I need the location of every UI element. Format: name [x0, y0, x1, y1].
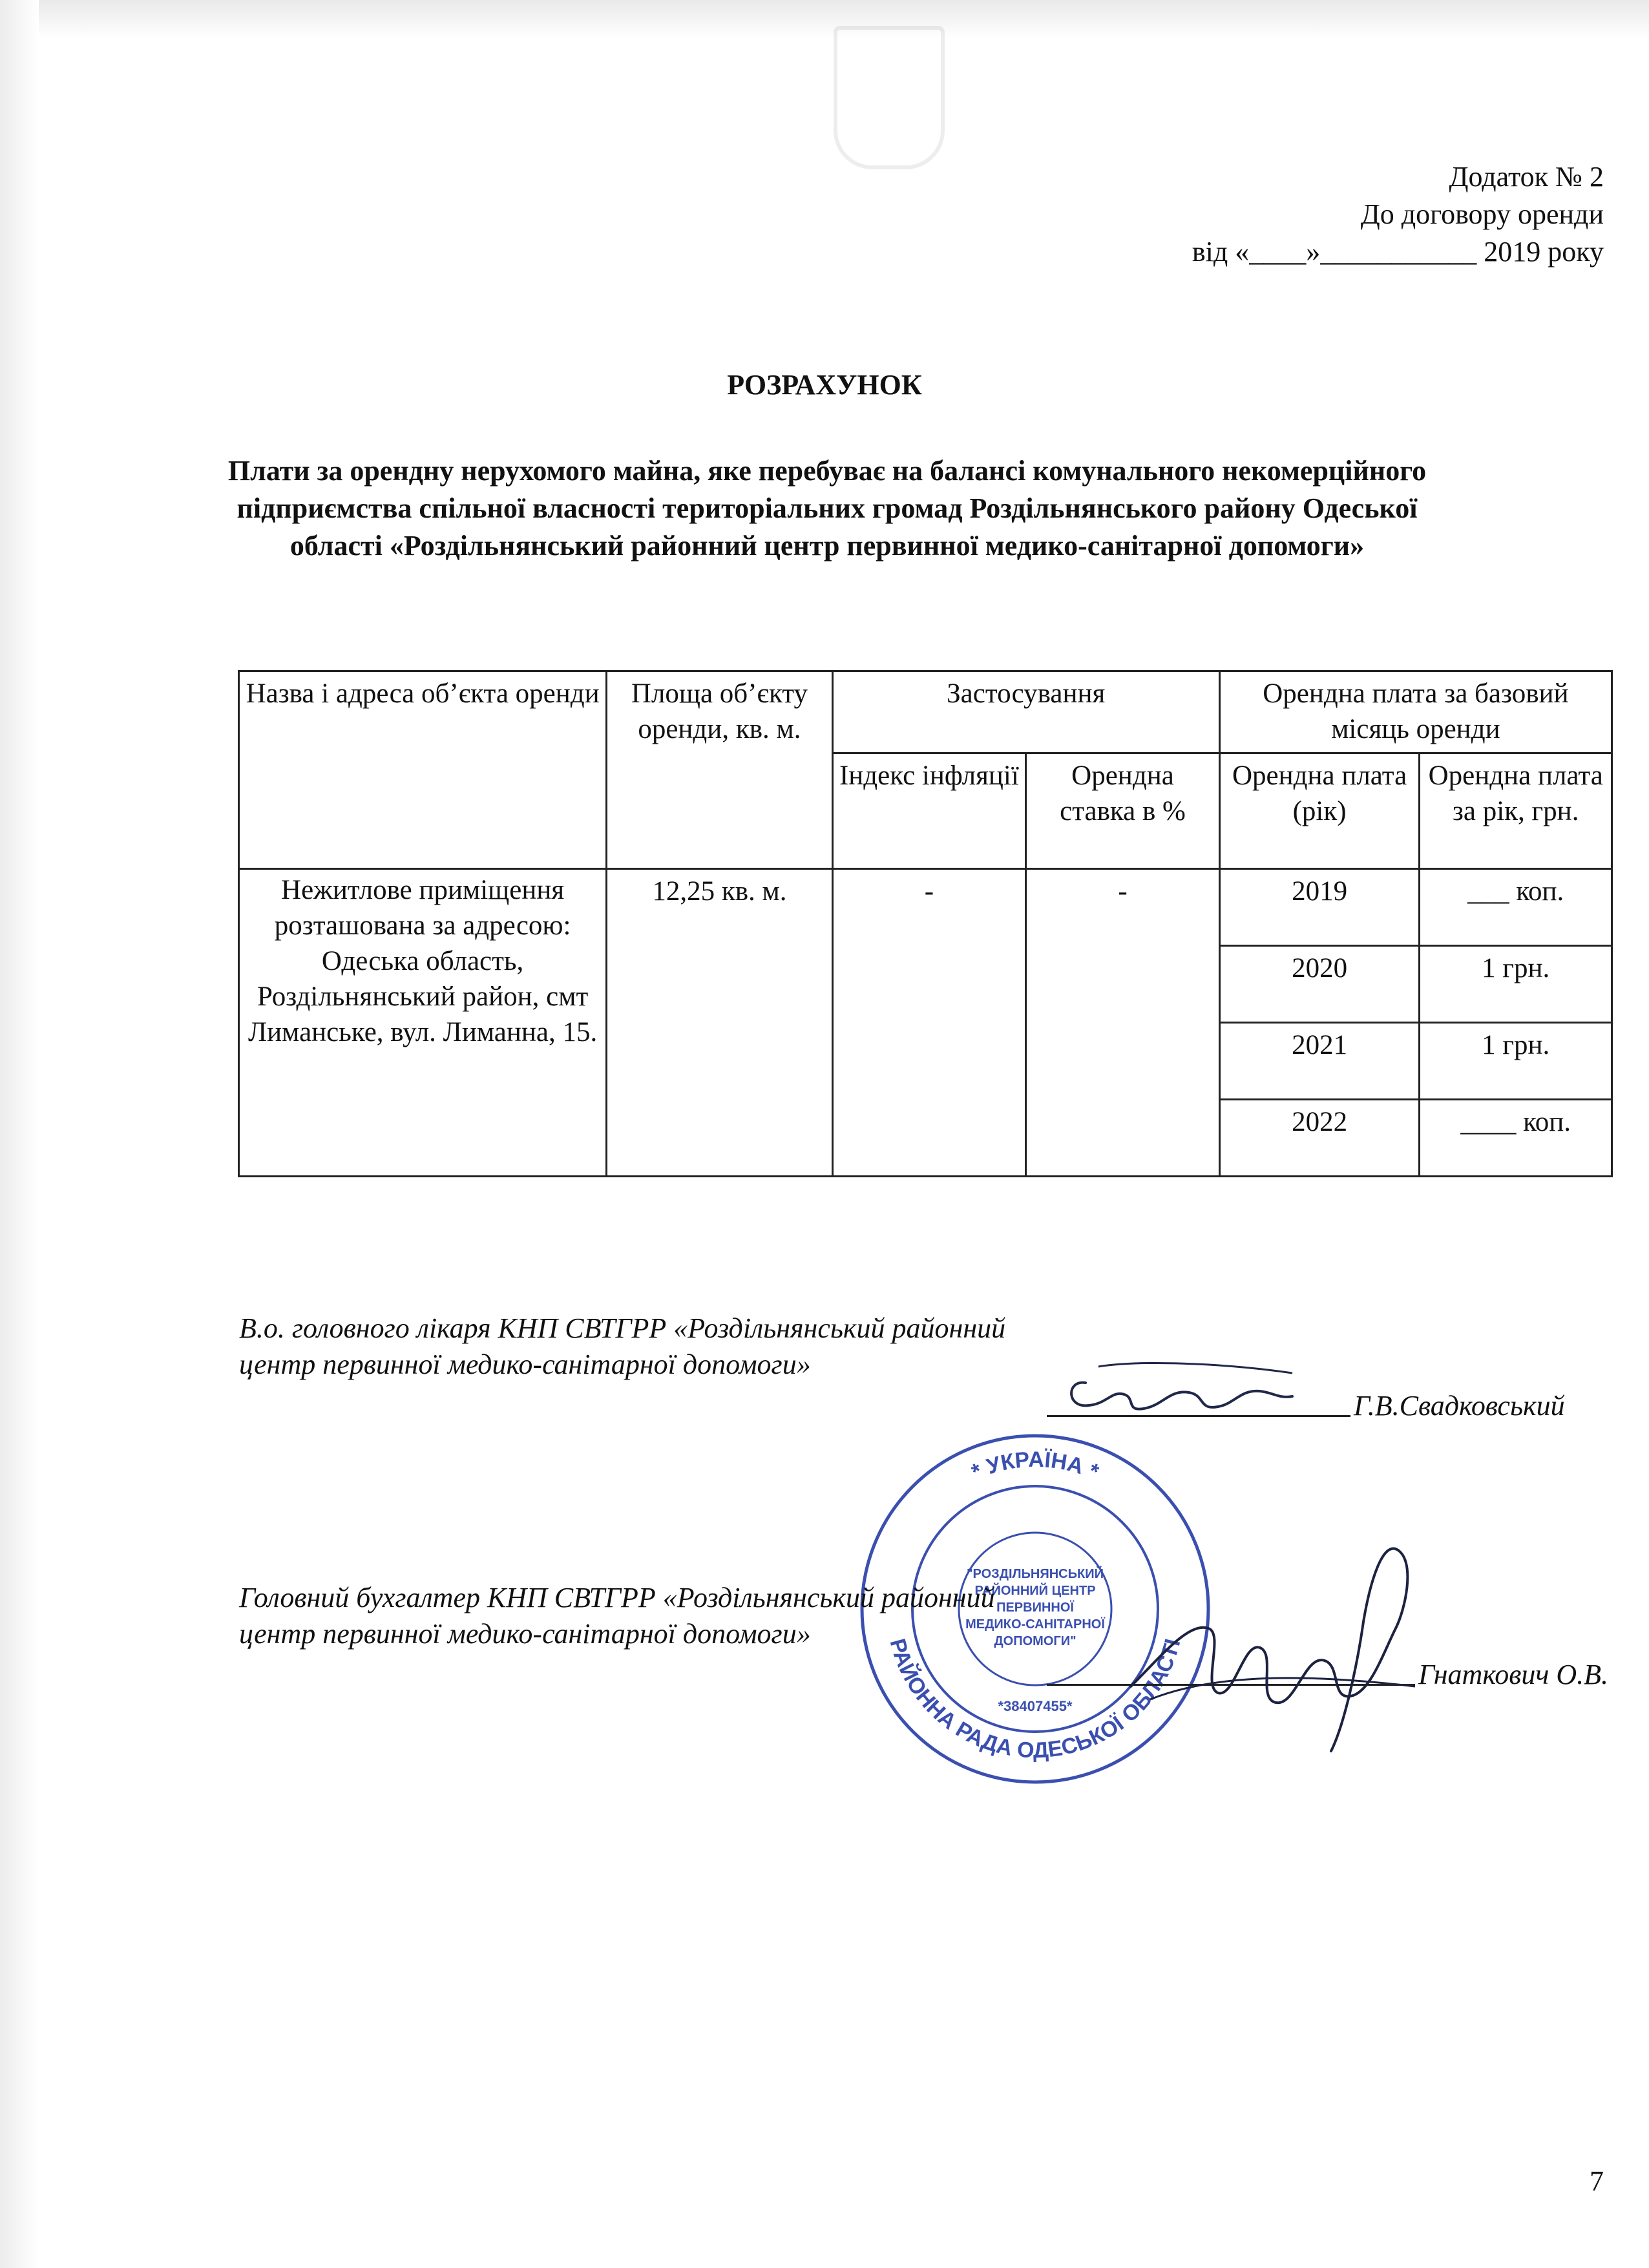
header-rent-per-year: Орендна плата за рік, грн. [1420, 753, 1612, 869]
rent-calculation-table [238, 670, 1613, 1177]
table-row [239, 869, 1612, 946]
row-amount: ___ коп. [1420, 869, 1612, 946]
stamp-top-text: * УКРАЇНА * [968, 1447, 1102, 1485]
stamp-center-line: МЕДИКО-САНІТАРНОЇ [965, 1617, 1105, 1632]
stamp-code: *38407455* [998, 1698, 1073, 1714]
addendum-contract: До договору оренди [1360, 198, 1604, 230]
row-year: 2022 [1219, 1100, 1420, 1177]
signatory-2-name: Гнаткович О.В. [1418, 1659, 1608, 1690]
rate-value: - [1026, 869, 1220, 1177]
document-title: РОЗРАХУНОК [727, 369, 922, 401]
header-area: Площа об’єкту оренди, кв. м. [607, 671, 832, 869]
object-area: 12,25 кв. м. [607, 869, 832, 1177]
signature-1-mark [1060, 1354, 1305, 1425]
row-amount: ____ коп. [1420, 1100, 1612, 1177]
row-year: 2019 [1219, 869, 1420, 946]
inflation-value: - [832, 869, 1026, 1177]
signature-2-mark [1111, 1525, 1422, 1764]
header-rent-rate: Орендна ставка в % [1026, 753, 1220, 869]
page-number: 7 [1590, 2165, 1604, 2197]
signatory-1-name: Г.В.Свадковський [1354, 1390, 1565, 1422]
header-rent-year: Орендна плата (рік) [1219, 753, 1420, 869]
row-amount: 1 грн. [1420, 946, 1612, 1023]
row-year: 2021 [1219, 1023, 1420, 1100]
signatory-1-position: В.о. головного лікаря КНП СВТГРР «Роздільнянський районний центр первинної медико-санітарної допомоги» [239, 1312, 1006, 1380]
table-header-row [239, 671, 1612, 753]
scan-shadow-top [0, 0, 1649, 39]
header-name-address: Назва і адреса об’єкта оренди [239, 671, 607, 869]
row-amount: 1 грн. [1420, 1023, 1612, 1100]
object-description: Нежитлове приміщення розташована за адресою: Одеська область, Роздільнянський район, смт Лиманське, вул. Лиманна, 15. [239, 869, 607, 1177]
bleed-through-emblem [834, 26, 945, 169]
addendum-number: Додаток № 2 [1449, 161, 1604, 193]
addendum-date: від «____»___________ 2019 року [1192, 236, 1604, 268]
header-application: Застосування [832, 671, 1219, 753]
stamp-bottom-text: РАЙОННА РАДА ОДЕСЬКОЇ ОБЛАСТІ [885, 1636, 1186, 1763]
header-inflation-index: Індекс інфляції [832, 753, 1026, 869]
stamp-center-line: ПЕРВИННОЇ [996, 1601, 1074, 1615]
document-subtitle: Плати за орендну нерухомого майна, яке перебуває на балансі комунального некомерційного підприємства спільної власності територіальних громад Роздільнянського району Одеської області «Роздільнянський районний центр первинної медико-санітарної допомоги» [227, 455, 1427, 562]
scan-shadow-left [0, 0, 39, 2268]
row-year: 2020 [1219, 946, 1420, 1023]
addendum-header [1192, 158, 1604, 271]
header-base-rent: Орендна плата за базовий місяць оренди [1219, 671, 1612, 753]
stamp-center-line: РАЙОННИЙ ЦЕНТР [974, 1584, 1096, 1598]
stamp-center-line: ДОПОМОГИ" [994, 1634, 1077, 1648]
stamp-center-line: "РОЗДІЛЬНЯНСЬКИЙ [967, 1567, 1104, 1581]
signatory-2-position: Головний бухгалтер КНП СВТГРР «Роздільнянський районний центр первинної медико-санітарної допомоги» [239, 1582, 995, 1650]
